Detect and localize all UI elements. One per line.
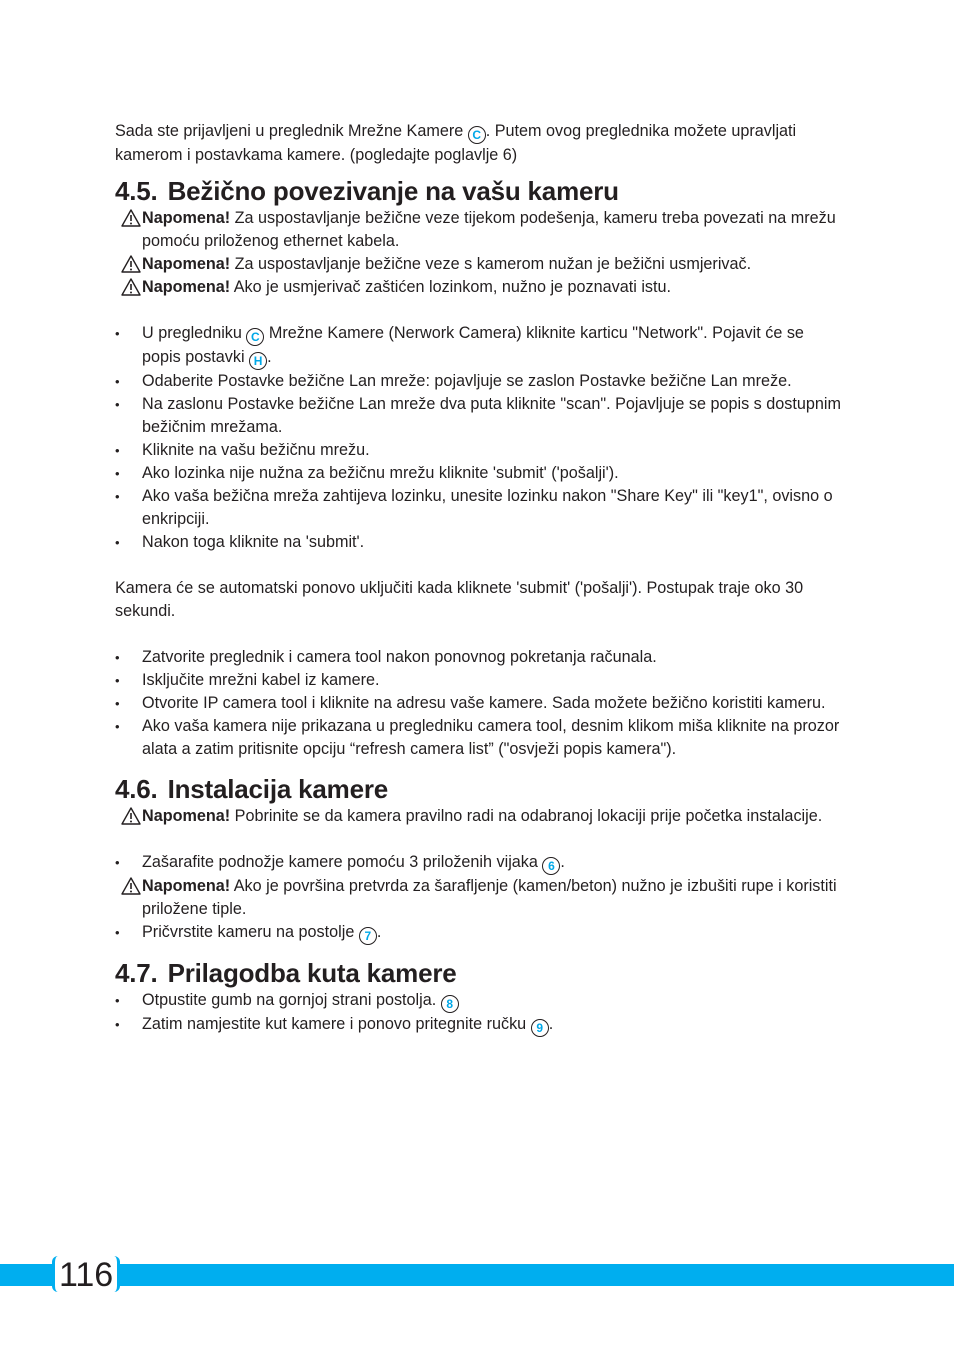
note-1	[115, 207, 843, 253]
list-item: • Isključite mrežni kabel iz kamere.	[115, 669, 843, 692]
list-item-text: U pregledniku	[142, 324, 247, 342]
intro-paragraph	[115, 120, 843, 167]
ref-marker-6: 6	[542, 857, 560, 875]
note-label: Napomena!	[142, 255, 231, 273]
list-item: • Zatvorite preglednik i camera tool nakon ponovnog pokretanja računala.	[115, 646, 843, 669]
list-item	[115, 322, 843, 370]
warning-icon	[121, 877, 141, 895]
spacer	[115, 554, 843, 577]
note-label: Napomena!	[142, 209, 231, 227]
intro-text-cont: . Putem ovog preglednika možete upravljati kamerom i postavkama kamere. (pogledajte poglavlje 6)	[115, 122, 797, 164]
page-content	[115, 120, 843, 1037]
note-label: Napomena!	[142, 807, 231, 825]
list-item	[115, 921, 843, 945]
section-heading-4-6	[115, 773, 843, 805]
install-list-a	[115, 851, 843, 875]
spacer	[115, 828, 843, 851]
list-item: • Odaberite Postavke bežične Lan mreže: pojavljuje se zaslon Postavke bežične Lan mreže.	[115, 370, 843, 393]
list-item	[115, 989, 843, 1013]
note-text: Za uspostavljanje bežične veze s kamerom nužan je bežični usmjerivač.	[230, 255, 752, 273]
steps-list-1	[115, 322, 843, 554]
list-item: • Na zaslonu Postavke bežične Lan mreže dva puta kliknite "scan". Pojavljuje se popis s dostupnim bežičnim mrežama.	[115, 393, 843, 439]
section-number: 4.7.	[115, 958, 158, 988]
note-text: Ako je površina pretvrda za šarafljenje (kamen/beton) nužno je izbušiti rupe i koristiti priložene tiple.	[142, 877, 837, 918]
angle-list	[115, 989, 843, 1037]
section-heading-4-7	[115, 957, 843, 989]
note-install	[115, 805, 843, 828]
section-heading-4-5	[115, 175, 843, 207]
warning-icon	[121, 209, 141, 227]
warning-icon	[121, 807, 141, 825]
spacer	[115, 623, 843, 646]
ref-marker-8: 8	[441, 995, 459, 1013]
note-label: Napomena!	[142, 278, 231, 296]
list-item-text: .	[376, 923, 382, 941]
list-item-text: Mrežne Kamere (Nerwork Camera) kliknite karticu "Network". Pojavit će se popis postavki	[142, 324, 804, 366]
list-item-text: Zašarafite podnožje kamere pomoću 3 priloženih vijaka	[142, 853, 543, 871]
list-item: • Ako lozinka nije nužna za bežičnu mrežu kliknite 'submit' ('pošalji').	[115, 462, 843, 485]
list-item-text: Pričvrstite kameru na postolje	[142, 923, 359, 941]
list-item-text: Otpustite gumb na gornjoj strani postolja.	[142, 991, 441, 1009]
note-text: Ako je usmjerivač zaštićen lozinkom, nužno je poznavati istu.	[230, 278, 672, 296]
section-title: Instalacija kamere	[167, 774, 389, 804]
ref-marker-9: 9	[531, 1019, 549, 1037]
install-list-b	[115, 921, 843, 945]
ref-marker-7: 7	[359, 927, 377, 945]
list-item: • Nakon toga kliknite na 'submit'.	[115, 531, 843, 554]
warning-icon	[121, 255, 141, 273]
footer-bar	[0, 1264, 954, 1286]
note-text: Pobrinite se da kamera pravilno radi na odabranoj lokaciji prije početka instalacije.	[230, 807, 823, 825]
list-item-text: .	[560, 853, 565, 871]
spacer	[115, 299, 843, 322]
steps-list-2	[115, 646, 843, 761]
list-item: • Otvorite IP camera tool i kliknite na adresu vaše kamere. Sada možete bežično koristiti kameru.	[115, 692, 843, 715]
section-number: 4.6.	[115, 774, 158, 804]
note-3	[115, 276, 843, 299]
list-item: • Ako vaša bežična mreža zahtijeva lozinku, unesite lozinku nakon "Share Key" ili "key1", ovisno o enkripciji.	[115, 485, 843, 531]
list-item	[115, 851, 843, 875]
ref-marker-c: C	[246, 328, 264, 346]
list-item-text: .	[267, 348, 272, 366]
list-item-text: .	[548, 1015, 554, 1033]
list-item	[115, 1013, 843, 1037]
section-title: Bežično povezivanje na vašu kameru	[167, 176, 619, 206]
restart-paragraph: Kamera će se automatski ponovo uključiti kada kliknete 'submit' ('pošalji'). Postupak traje oko 30 sekundi.	[115, 579, 804, 620]
list-item-text: Zatim namjestite kut kamere i ponovo pritegnite ručku	[142, 1015, 531, 1033]
note-text: Za uspostavljanje bežične veze tijekom podešenja, kameru treba povezati na mrežu pomoću priloženog ethernet kabela.	[142, 209, 836, 250]
page-number: 116	[52, 1256, 120, 1292]
list-item: • Ako vaša kamera nije prikazana u pregledniku camera tool, desnim klikom miša kliknite na prozor alata a zatim pritisnite opciju “refresh camera list” ("osvježi popis kamera").	[115, 715, 843, 761]
section-title: Prilagodba kuta kamere	[167, 958, 457, 988]
note-drill	[115, 875, 843, 921]
list-item: • Kliknite na vašu bežičnu mrežu.	[115, 439, 843, 462]
warning-icon	[121, 278, 141, 296]
note-label: Napomena!	[142, 877, 231, 895]
section-number: 4.5.	[115, 176, 158, 206]
ref-marker-h: H	[249, 352, 267, 370]
ref-marker-c: C	[468, 126, 486, 144]
note-2	[115, 253, 843, 276]
intro-text: Sada ste prijavljeni u preglednik Mrežne Kamere	[115, 122, 468, 140]
